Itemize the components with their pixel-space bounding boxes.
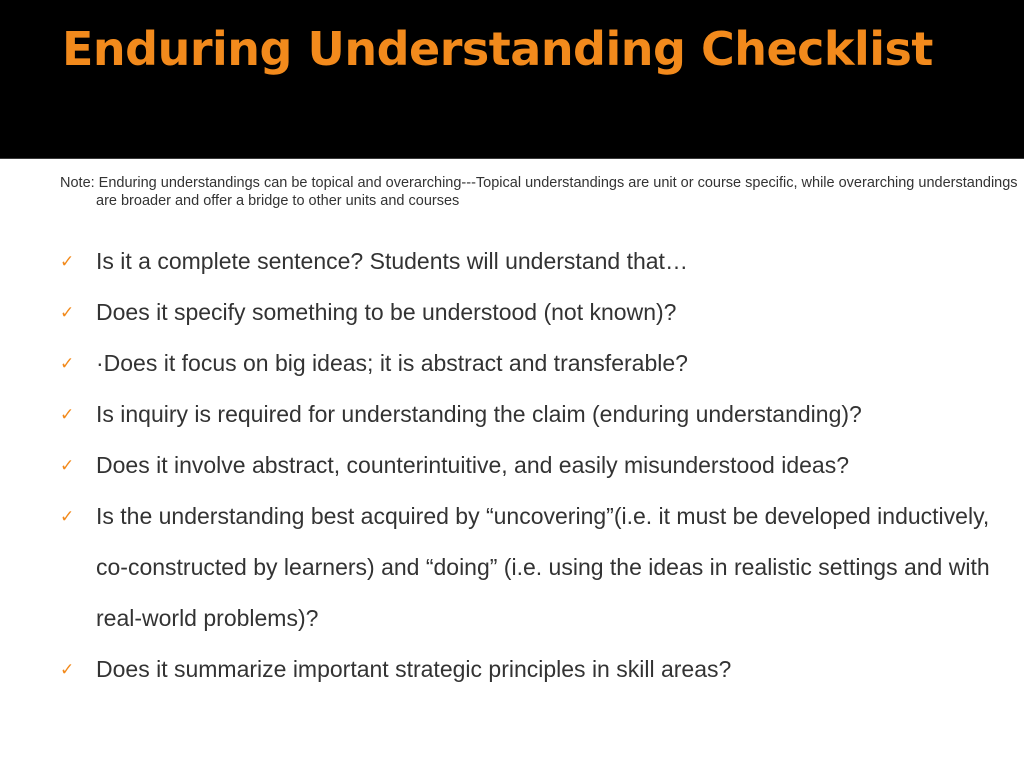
checkmark-icon: ✓ [60, 456, 75, 475]
checklist-item-text: Does it specify something to be understood (not known)? [96, 299, 677, 325]
checklist-item [60, 644, 1000, 695]
checklist-item-text: Is inquiry is required for understanding the claim (enduring understanding)? [96, 401, 862, 427]
checkmark-icon: ✓ [60, 354, 75, 373]
checklist-item-text: Does it summarize important strategic principles in skill areas? [96, 656, 732, 682]
title-bar [0, 0, 1024, 159]
checklist-item-text: Is the understanding best acquired by “uncovering”(i.e. it must be developed inductively, co-constructed by learners) and “doing” (i.e. using the ideas in realistic settings and with real-world problems)? [96, 503, 990, 631]
checkmark-icon: ✓ [60, 405, 75, 424]
checklist-item [60, 236, 1000, 287]
checkmark-icon: ✓ [60, 507, 75, 526]
checkmark-icon: ✓ [60, 252, 75, 271]
note-text: Note: Enduring understandings can be topical and overarching---Topical understandings are unit or course specific, while overarching understandings are broader and offer a bridge to other units and courses [60, 175, 1018, 209]
checklist-item [60, 440, 1000, 491]
checklist-item [60, 491, 1000, 644]
checklist-item [60, 389, 1000, 440]
checklist [60, 236, 1000, 695]
checklist-item-text: Is it a complete sentence? Students will understand that… [96, 248, 688, 274]
checklist-item [60, 338, 1000, 389]
checklist-item-text: ·Does it focus on big ideas; it is abstract and transferable? [96, 350, 688, 376]
slide-title: Enduring Understanding Checklist [62, 22, 933, 76]
checkmark-icon: ✓ [60, 660, 75, 679]
checklist-item-text: Does it involve abstract, counterintuitive, and easily misunderstood ideas? [96, 452, 850, 478]
checklist-item [60, 287, 1000, 338]
checkmark-icon: ✓ [60, 303, 75, 322]
